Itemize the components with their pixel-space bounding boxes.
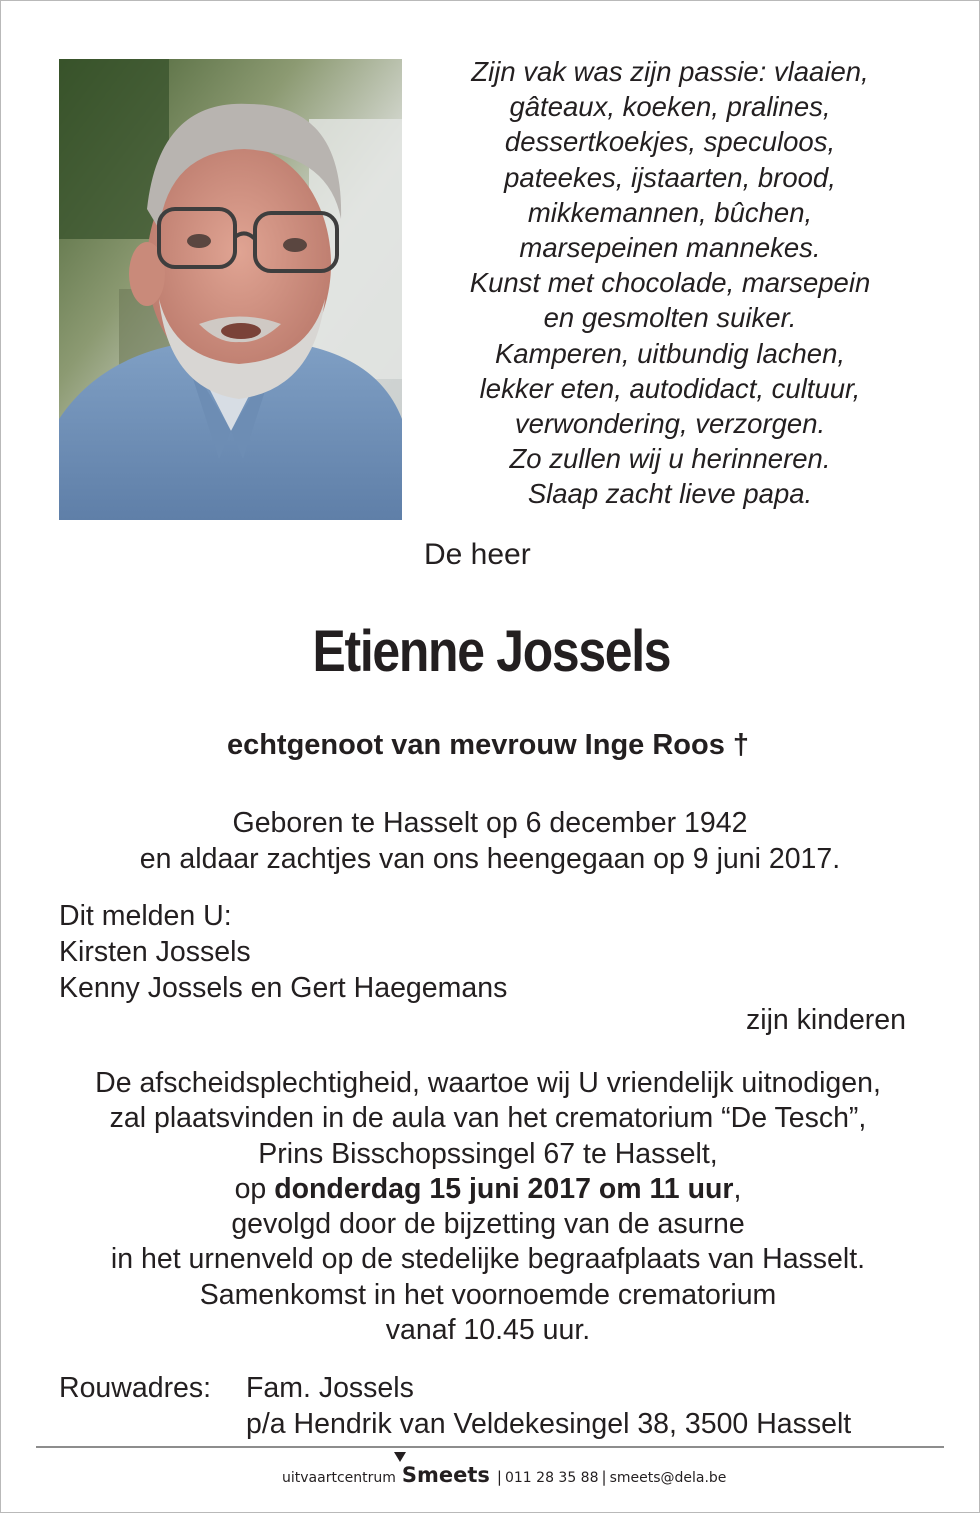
poem-line: verwondering, verzorgen. [514,408,826,440]
announcement [59,898,507,1006]
ceremony-line: De afscheidsplechtigheid, waartoe wij U vriendelijk uitnodigen, [95,1067,881,1099]
poem-line: marsepeinen mannekes. [519,232,821,264]
footer-divider [36,1446,944,1448]
poem-line: Slaap zacht lieve papa. [527,478,813,510]
poem-line: lekker eten, autodidact, cultuur, [479,372,861,404]
ceremony-info [0,1066,976,1348]
ceremony-line: gevolgd door de bijzetting van de asurne [231,1208,745,1241]
ceremony-line: Samenkomst in het voornoemde crematorium [199,1278,777,1311]
address-family: Fam. Jossels [246,1372,414,1404]
child-name: Kenny Jossels en Gert Haegemans [59,972,508,1004]
poem-line: Kamperen, uitbundig lachen, [494,337,846,369]
footer-separator: | [601,1468,607,1486]
address-label: Rouwadres: [59,1372,212,1404]
child-name: Kirsten Jossels [59,936,251,968]
ceremony-date-prefix: op [234,1172,275,1205]
poem-line: en gesmolten suiker. [543,302,797,334]
footer-separator: | [496,1468,502,1486]
footer-brand: Smeets [401,1463,490,1487]
deceased-name: Etienne Jossels [312,619,671,684]
footer-email: smeets@dela.be [609,1470,727,1486]
relation-label: zijn kinderen [745,1004,906,1036]
birth-line: Geboren te Hasselt op 6 december 1942 [232,807,748,839]
ceremony-line: Prins Bisschopssingel 67 te Hasselt, [258,1137,718,1170]
spouse-line [0,729,980,762]
poem-line: pateekes, ijstaarten, brood, [504,161,836,193]
announcement-intro: Dit melden U: [59,900,232,932]
ceremony-date-suffix: , [733,1172,742,1205]
ceremony-line: in het urnenveld op de stedelijke begraafplaats van Hasselt. [110,1243,866,1276]
poem-line: dessertkoekjes, speculoos, [504,126,836,158]
poem-line: Kunst met chocolade, marsepein [469,267,871,299]
triangle-marker-icon [394,1452,406,1462]
poem-line: Zijn vak was zijn passie: vlaaien, [471,56,869,87]
ceremony-line: vanaf 10.45 uur. [385,1314,591,1347]
ceremony-line: zal plaatsvinden in de aula van het crematorium “De Tesch”, [109,1102,867,1135]
spouse-text: echtgenoot van mevrouw Inge Roos † [226,729,750,761]
birth-death-info [0,805,980,877]
mourning-address [59,1371,851,1442]
poem-line: Zo zullen wij u herinneren. [509,443,831,475]
address-row [59,1371,851,1407]
portrait-photo [59,59,402,520]
footer-phone: 011 28 35 88 [504,1470,599,1486]
ceremony-date-line [0,1172,976,1207]
poem-line: gâteaux, koeken, pralines, [509,91,831,123]
poem-line: mikkemannen, bûchen, [527,196,813,228]
death-line: en aldaar zachtjes van ons heengegaan op 9 juni 2017. [139,843,841,875]
footer-prefix: uitvaartcentrum [282,1470,396,1486]
funeral-home-footer [282,1463,726,1487]
salutation: De heer [424,538,531,571]
ceremony-date: donderdag 15 juni 2017 om 11 uur [274,1172,734,1205]
memorial-poem [420,54,920,512]
address-street: p/a Hendrik van Veldekesingel 38, 3500 Hasselt [246,1407,852,1440]
